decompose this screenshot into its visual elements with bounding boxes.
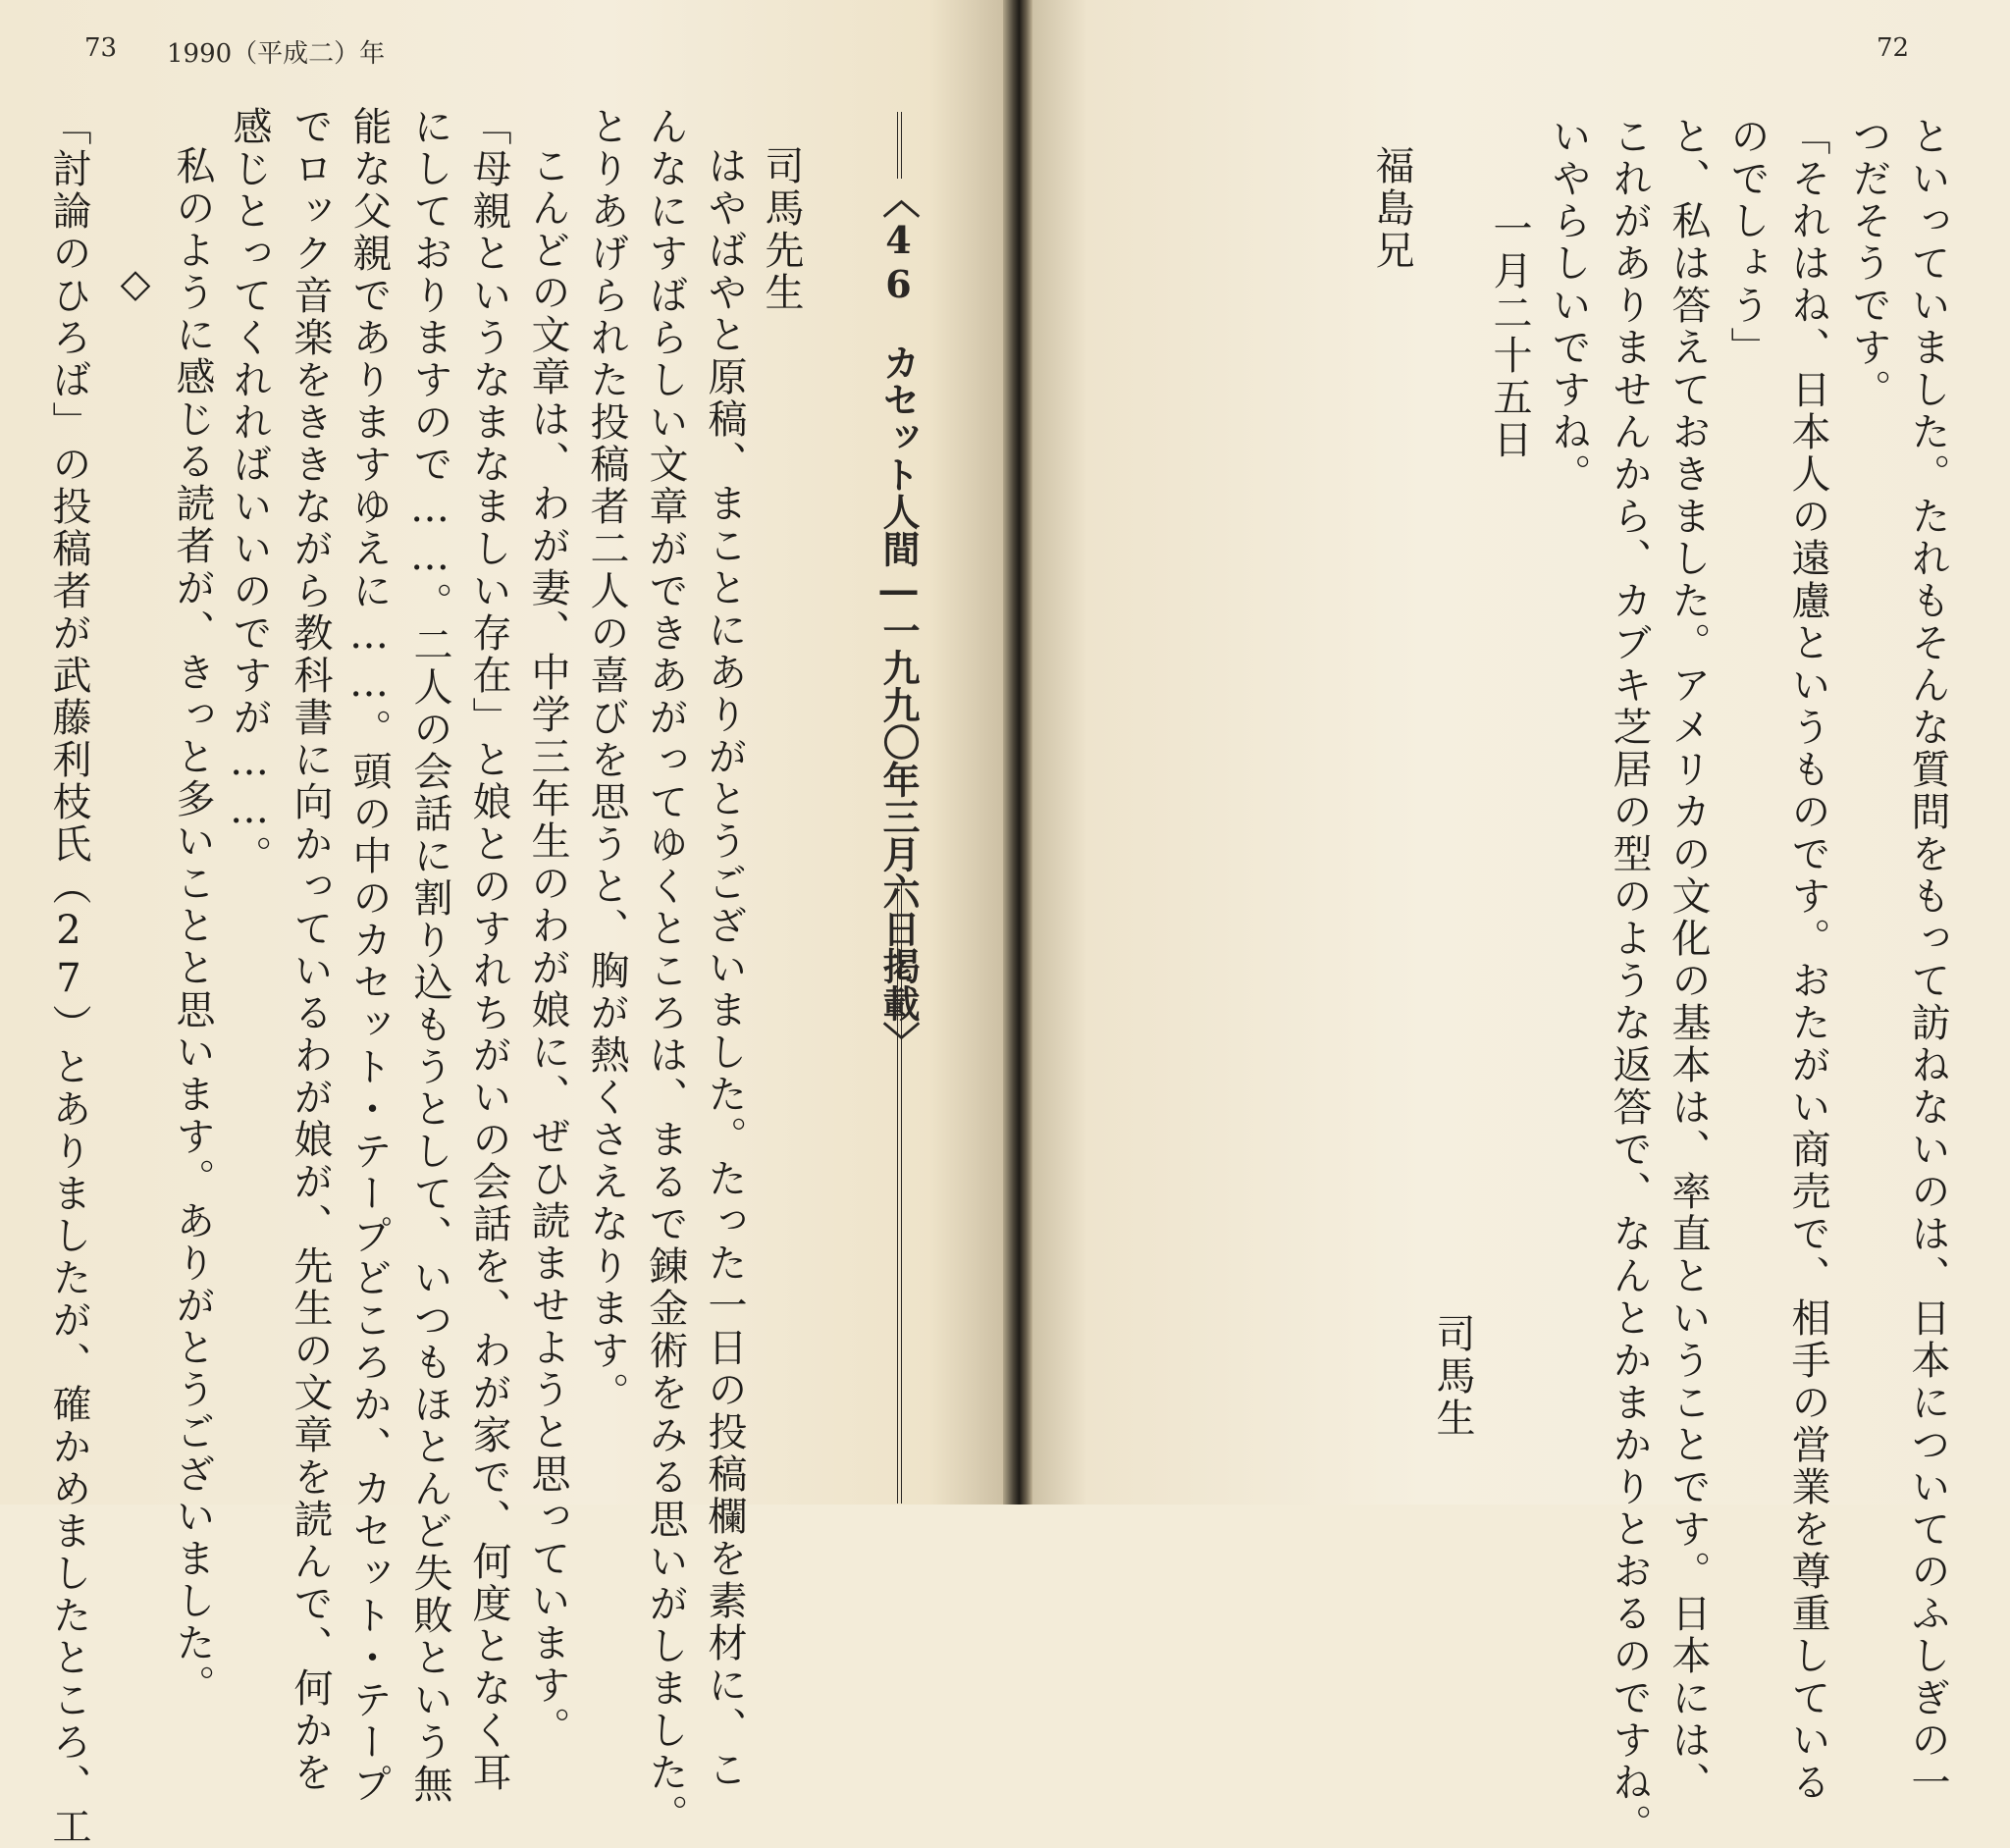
body-line: 「討論のひろば」の投稿者が武藤利枝氏（27）とありましたが、確かめましたところ、工 bbox=[46, 106, 91, 1848]
body-line: と、私は答えておきました。アメリカの文化の基本は、率直ということです。日本には、 bbox=[1666, 116, 1711, 1804]
left-page-number: 73 bbox=[84, 33, 118, 63]
section-divider-diamond: ◇ bbox=[113, 261, 158, 309]
body-line: 能な父親でありますゆえに……。頭の中のカセット・テープどころか、カセット・テープ bbox=[346, 106, 392, 1806]
right-page-number: 72 bbox=[1877, 33, 1910, 63]
body-line: 「それはね、日本人の遠慮というものです。おたがい商売で、相手の営業を尊重している bbox=[1785, 116, 1830, 1804]
body-line: つだそうです。 bbox=[1846, 116, 1891, 411]
body-line: のでしょう」 bbox=[1724, 116, 1770, 369]
body-line: 感じとってくれればいいのですが……。 bbox=[227, 106, 272, 877]
letter-date: 一月二十五日 bbox=[1487, 208, 1532, 461]
body-line: これがありませんから、カブキ芝居の型のような返答で、なんとかまかりとおるのですね。 bbox=[1607, 116, 1652, 1846]
title-rule-bottom bbox=[897, 885, 902, 1504]
title-rule-top bbox=[897, 112, 902, 179]
letter-recipient: 福島兄 bbox=[1369, 145, 1414, 272]
section-title: 〈46 カセット人間―一九九〇年三月六日掲載〉 bbox=[876, 181, 921, 1059]
body-line: 私のように感じる読者が、きっと多いことと思います。ありがとうございました。 bbox=[170, 145, 215, 1707]
body-line: いやらしいですね。 bbox=[1546, 116, 1591, 496]
body-line: にしておりますので……。二人の会話に割り込もうとして、いつもほとんど失敗という無 bbox=[407, 106, 452, 1806]
letter-salutation: 司馬先生 bbox=[759, 145, 804, 314]
body-line: んなにすばらしい文章ができあがってゆくところは、まるで錬金術をみる思いがしました。 bbox=[643, 106, 688, 1836]
letter-signature: 司馬生 bbox=[1430, 1313, 1475, 1440]
book-gutter bbox=[1003, 0, 1032, 1505]
running-header-title: 1990（平成二）年 bbox=[167, 39, 386, 69]
body-line: といっていました。たれもそんな質問をもって訪ねないのは、日本についてのふしぎの一 bbox=[1905, 116, 1950, 1804]
body-line: とりあげられた投稿者二人の喜びを思うと、胸が熱くさえなります。 bbox=[584, 106, 629, 1414]
body-line: 「母親というなまなましい存在」と娘とのすれちがいの会話を、わが家で、何度となく耳 bbox=[466, 106, 511, 1794]
body-line: はやばやと原稿、まことにありがとうございました。たった一日の投稿欄を素材に、こ bbox=[702, 145, 747, 1791]
body-line: こんどの文章は、わが妻、中学三年生のわが娘に、ぜひ読ませようと思っています。 bbox=[525, 145, 570, 1749]
body-line: でロック音楽をききながら教科書に向かっているわが娘が、先生の文章を読んで、何かを bbox=[288, 106, 333, 1794]
